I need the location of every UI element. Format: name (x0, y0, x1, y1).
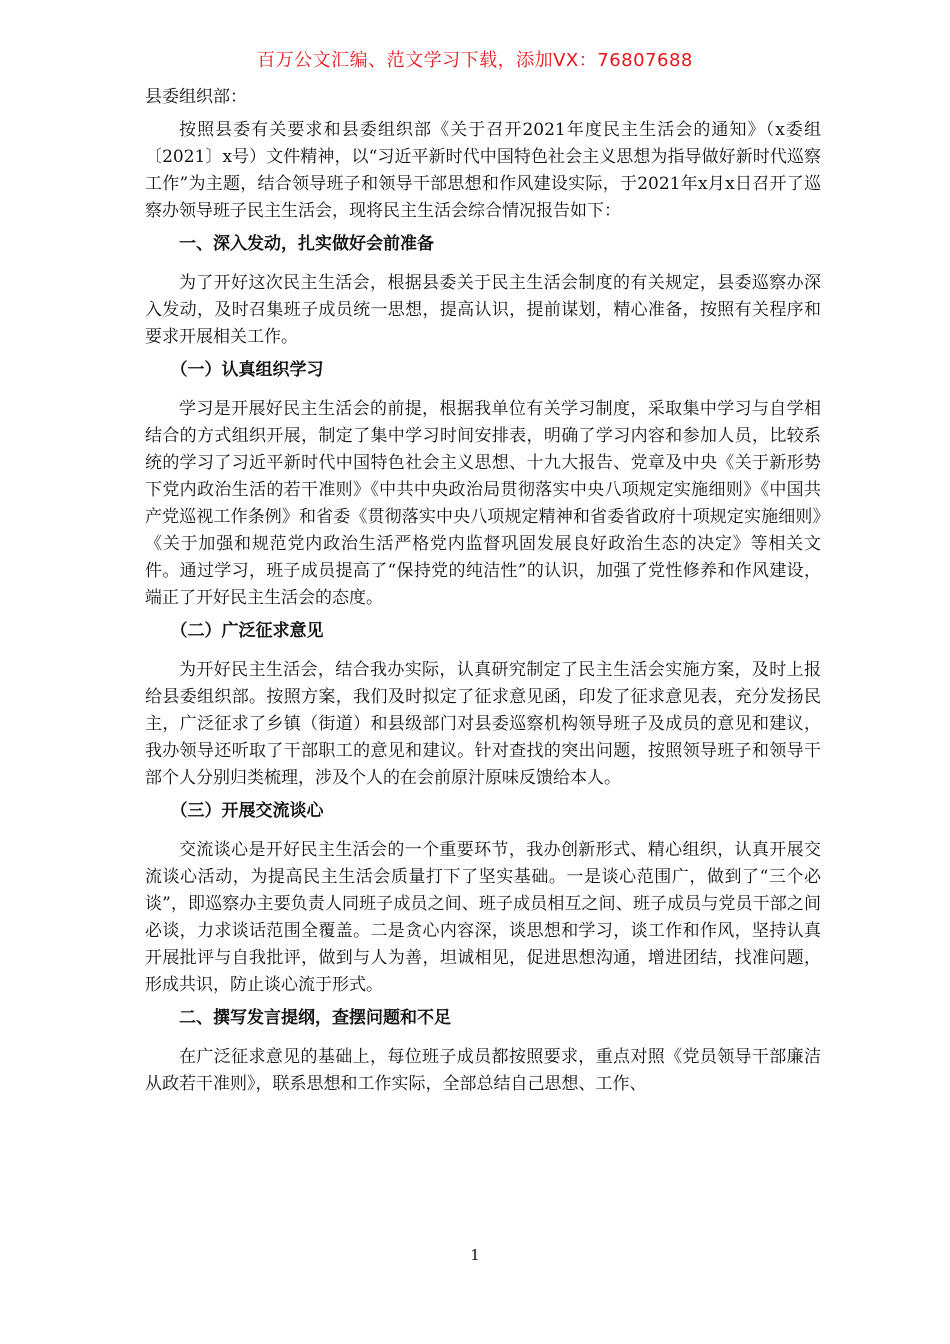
subsection-heading-1: （一）认真组织学习 (170, 360, 324, 380)
subsection-2-paragraph: 为开好民主生活会，结合我办实际，认真研究制定了民主生活会实施方案，及时上报给县委组织部。按照方案，我们及时拟定了征求意见函，印发了征求意见表，充分发扬民主，广泛征求了乡镇（街道）和县级部门对县委巡察机构领导班子及成员的意见和建议，我办领导还听取了干部职工的意见和建议。针对查找的突出问题，按照领导班子和领导干部个人分别归类梳理，涉及个人的在会前原汁原味反馈给本人。 (145, 660, 821, 788)
subsection-3-paragraph: 交流谈心是开好民主生活会的一个重要环节，我办创新形式、精心组织，认真开展交流谈心活动，为提高民主生活会质量打下了坚实基础。一是谈心范围广，做到了“三个必谈”，即巡察办主要负责人同班子成员之间、班子成员相互之间、班子成员与党员干部之间必谈，力求谈话范围全覆盖。二是贪心内容深，谈思想和学习，谈工作和作风，坚持认真开展批评与自我批评，做到与人为善，坦诚相见，促进思想沟通，增进团结，找准问题，形成共识，防止谈心流于形式。 (145, 840, 821, 995)
subsection-1-paragraph: 学习是开展好民主生活会的前提，根据我单位有关学习制度，采取集中学习与自学相结合的方式组织开展，制定了集中学习时间安排表，明确了学习内容和参加人员，比较系统的学习了习近平新时代中国特色社会主义思想、十九大报告、党章及中央《关于新形势下党内政治生活的若干准则》《中共中央政治局贯彻落实中央八项规定实施细则》《中国共产党巡视工作条例》和省委《贯彻落实中央八项规定精神和省委省政府十项规定实施细则》《关于加强和规范党内政治生活严格党内监督巩固发展良好政治生态的决定》等相关文件。通过学习，班子成员提高了“保持党的纯洁性”的认识，加强了党性修养和作风建设，端正了开好民主生活会的态度。 (145, 399, 821, 608)
section-1-paragraph: 为了开好这次民主生活会，根据县委关于民主生活会制度的有关规定，县委巡察办深入发动，及时召集班子成员统一思想，提高认识，提前谋划，精心准备，按照有关程序和要求开展相关工作。 (145, 273, 821, 347)
document-body (145, 84, 821, 1104)
intro-paragraph: 按照县委有关要求和县委组织部《关于召开2021年度民主生活会的通知》（x委组〔2021〕x号）文件精神，以“习近平新时代中国特色社会主义思想为指导做好新时代巡察工作”为主题，结合领导班子和领导干部思想和作风建设实际，于2021年x月x日召开了巡察办领导班子民主生活会，现将民主生活会综合情况报告如下： (145, 120, 821, 221)
section-2-paragraph: 在广泛征求意见的基础上，每位班子成员都按照要求，重点对照《党员领导干部廉洁从政若干准则》，联系思想和工作实际，全部总结自己思想、工作、 (145, 1047, 821, 1094)
salutation: 县委组织部： (145, 87, 247, 107)
subsection-heading-3: （三）开展交流谈心 (170, 801, 324, 821)
section-heading-2: 二、撰写发言提纲，查摆问题和不足 (179, 1008, 451, 1028)
promo-banner: 百万公文汇编、范文学习下载，添加VX：76807688 (257, 50, 693, 71)
subsection-heading-2: （二）广泛征求意见 (170, 621, 324, 641)
page-number: 1 (470, 1246, 480, 1264)
section-heading-1: 一、深入发动，扎实做好会前准备 (179, 234, 434, 254)
